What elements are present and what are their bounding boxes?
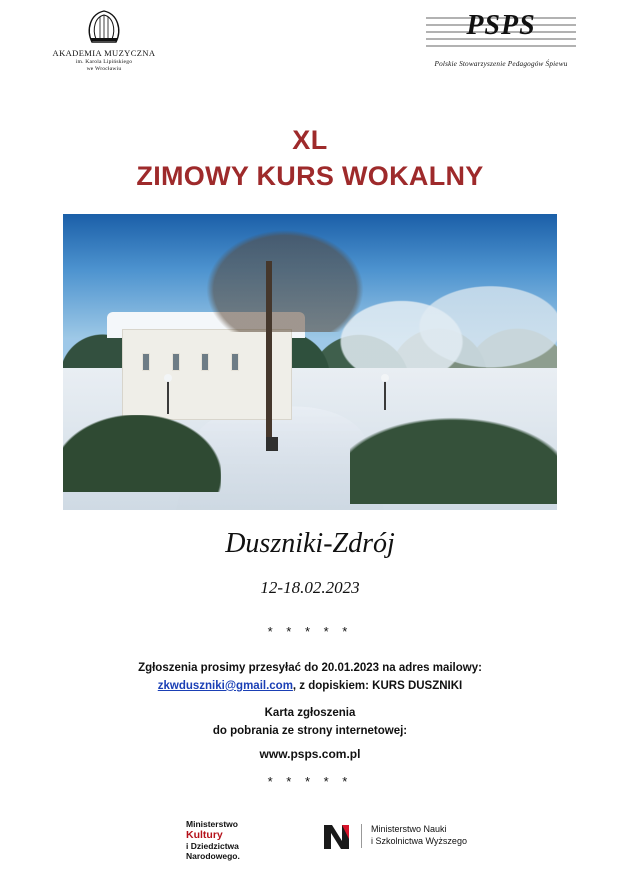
photo-lamp — [167, 380, 169, 414]
photo-villa-window — [172, 353, 180, 371]
academy-logo — [14, 8, 194, 74]
ministry-science-text — [361, 824, 467, 847]
footer — [0, 809, 620, 869]
application-info — [0, 660, 620, 696]
mkdn-line-2: Kultury — [186, 829, 223, 842]
title-edition: XL — [292, 125, 328, 155]
academy-sub2: we Wrocławiu — [86, 66, 122, 73]
psps-logo — [396, 4, 606, 68]
photo-hedge-right — [350, 415, 558, 504]
psps-wordmark: PSPS — [466, 10, 536, 41]
header — [0, 0, 620, 96]
star-divider-top: * * * * * — [267, 624, 353, 639]
location-name: Duszniki-Zdrój — [225, 528, 395, 559]
photo-villa-window — [201, 353, 209, 371]
website-url[interactable]: www.psps.com.pl — [259, 747, 361, 761]
ministry-of-culture-logo — [186, 819, 240, 861]
academy-name: AKADEMIA MUZYCZNA — [52, 48, 156, 58]
application-email-line — [0, 678, 620, 696]
photo-bench — [266, 437, 278, 451]
application-deadline-line: Zgłoszenia prosimy przesyłać do 20.01.2023 na adres mailowy: — [138, 662, 482, 674]
contact-email-link[interactable]: zkwduszniki@gmail.com — [157, 679, 293, 692]
lyre-icon — [84, 8, 124, 46]
star-divider-bottom: * * * * * — [267, 774, 353, 789]
mnisw-line-2: i Szkolnictwa Wyższego — [371, 836, 467, 846]
psps-caption: Polskie Stowarzyszenie Pedagogów Śpiewu — [434, 60, 568, 68]
photo-lamp — [384, 380, 386, 410]
photo-tree-trunk — [266, 261, 272, 450]
event-dates: 12-18.02.2023 — [260, 578, 360, 597]
ministry-science-mark-icon — [322, 821, 352, 851]
photo-hedge-left — [62, 415, 221, 492]
academy-sub1: im. Karola Lipińskiego — [75, 58, 133, 65]
poster-title — [0, 124, 620, 194]
mnisw-line-1: Ministerstwo Nauki — [371, 824, 447, 835]
mkdn-line-1: Ministerstwo — [186, 819, 238, 829]
form-line-2: do pobrania ze strony internetowej: — [212, 725, 408, 738]
photo-villa-window — [231, 353, 239, 371]
form-download-info — [0, 704, 620, 741]
email-suffix: , z dopiskiem: KURS DUSZNIKI — [292, 679, 463, 692]
title-main: ZIMOWY KURS WOKALNY — [136, 160, 484, 191]
ministry-of-science-logo — [322, 821, 467, 851]
photo-tree-crown — [201, 226, 369, 333]
photo-villa-window — [142, 353, 150, 371]
winter-villa-photo — [62, 213, 558, 511]
mkdn-line-4: Narodowego. — [186, 851, 240, 862]
form-line-1: Karta zgłoszenia — [264, 707, 356, 719]
mkdn-line-3: i Dziedzictwa — [186, 841, 239, 852]
